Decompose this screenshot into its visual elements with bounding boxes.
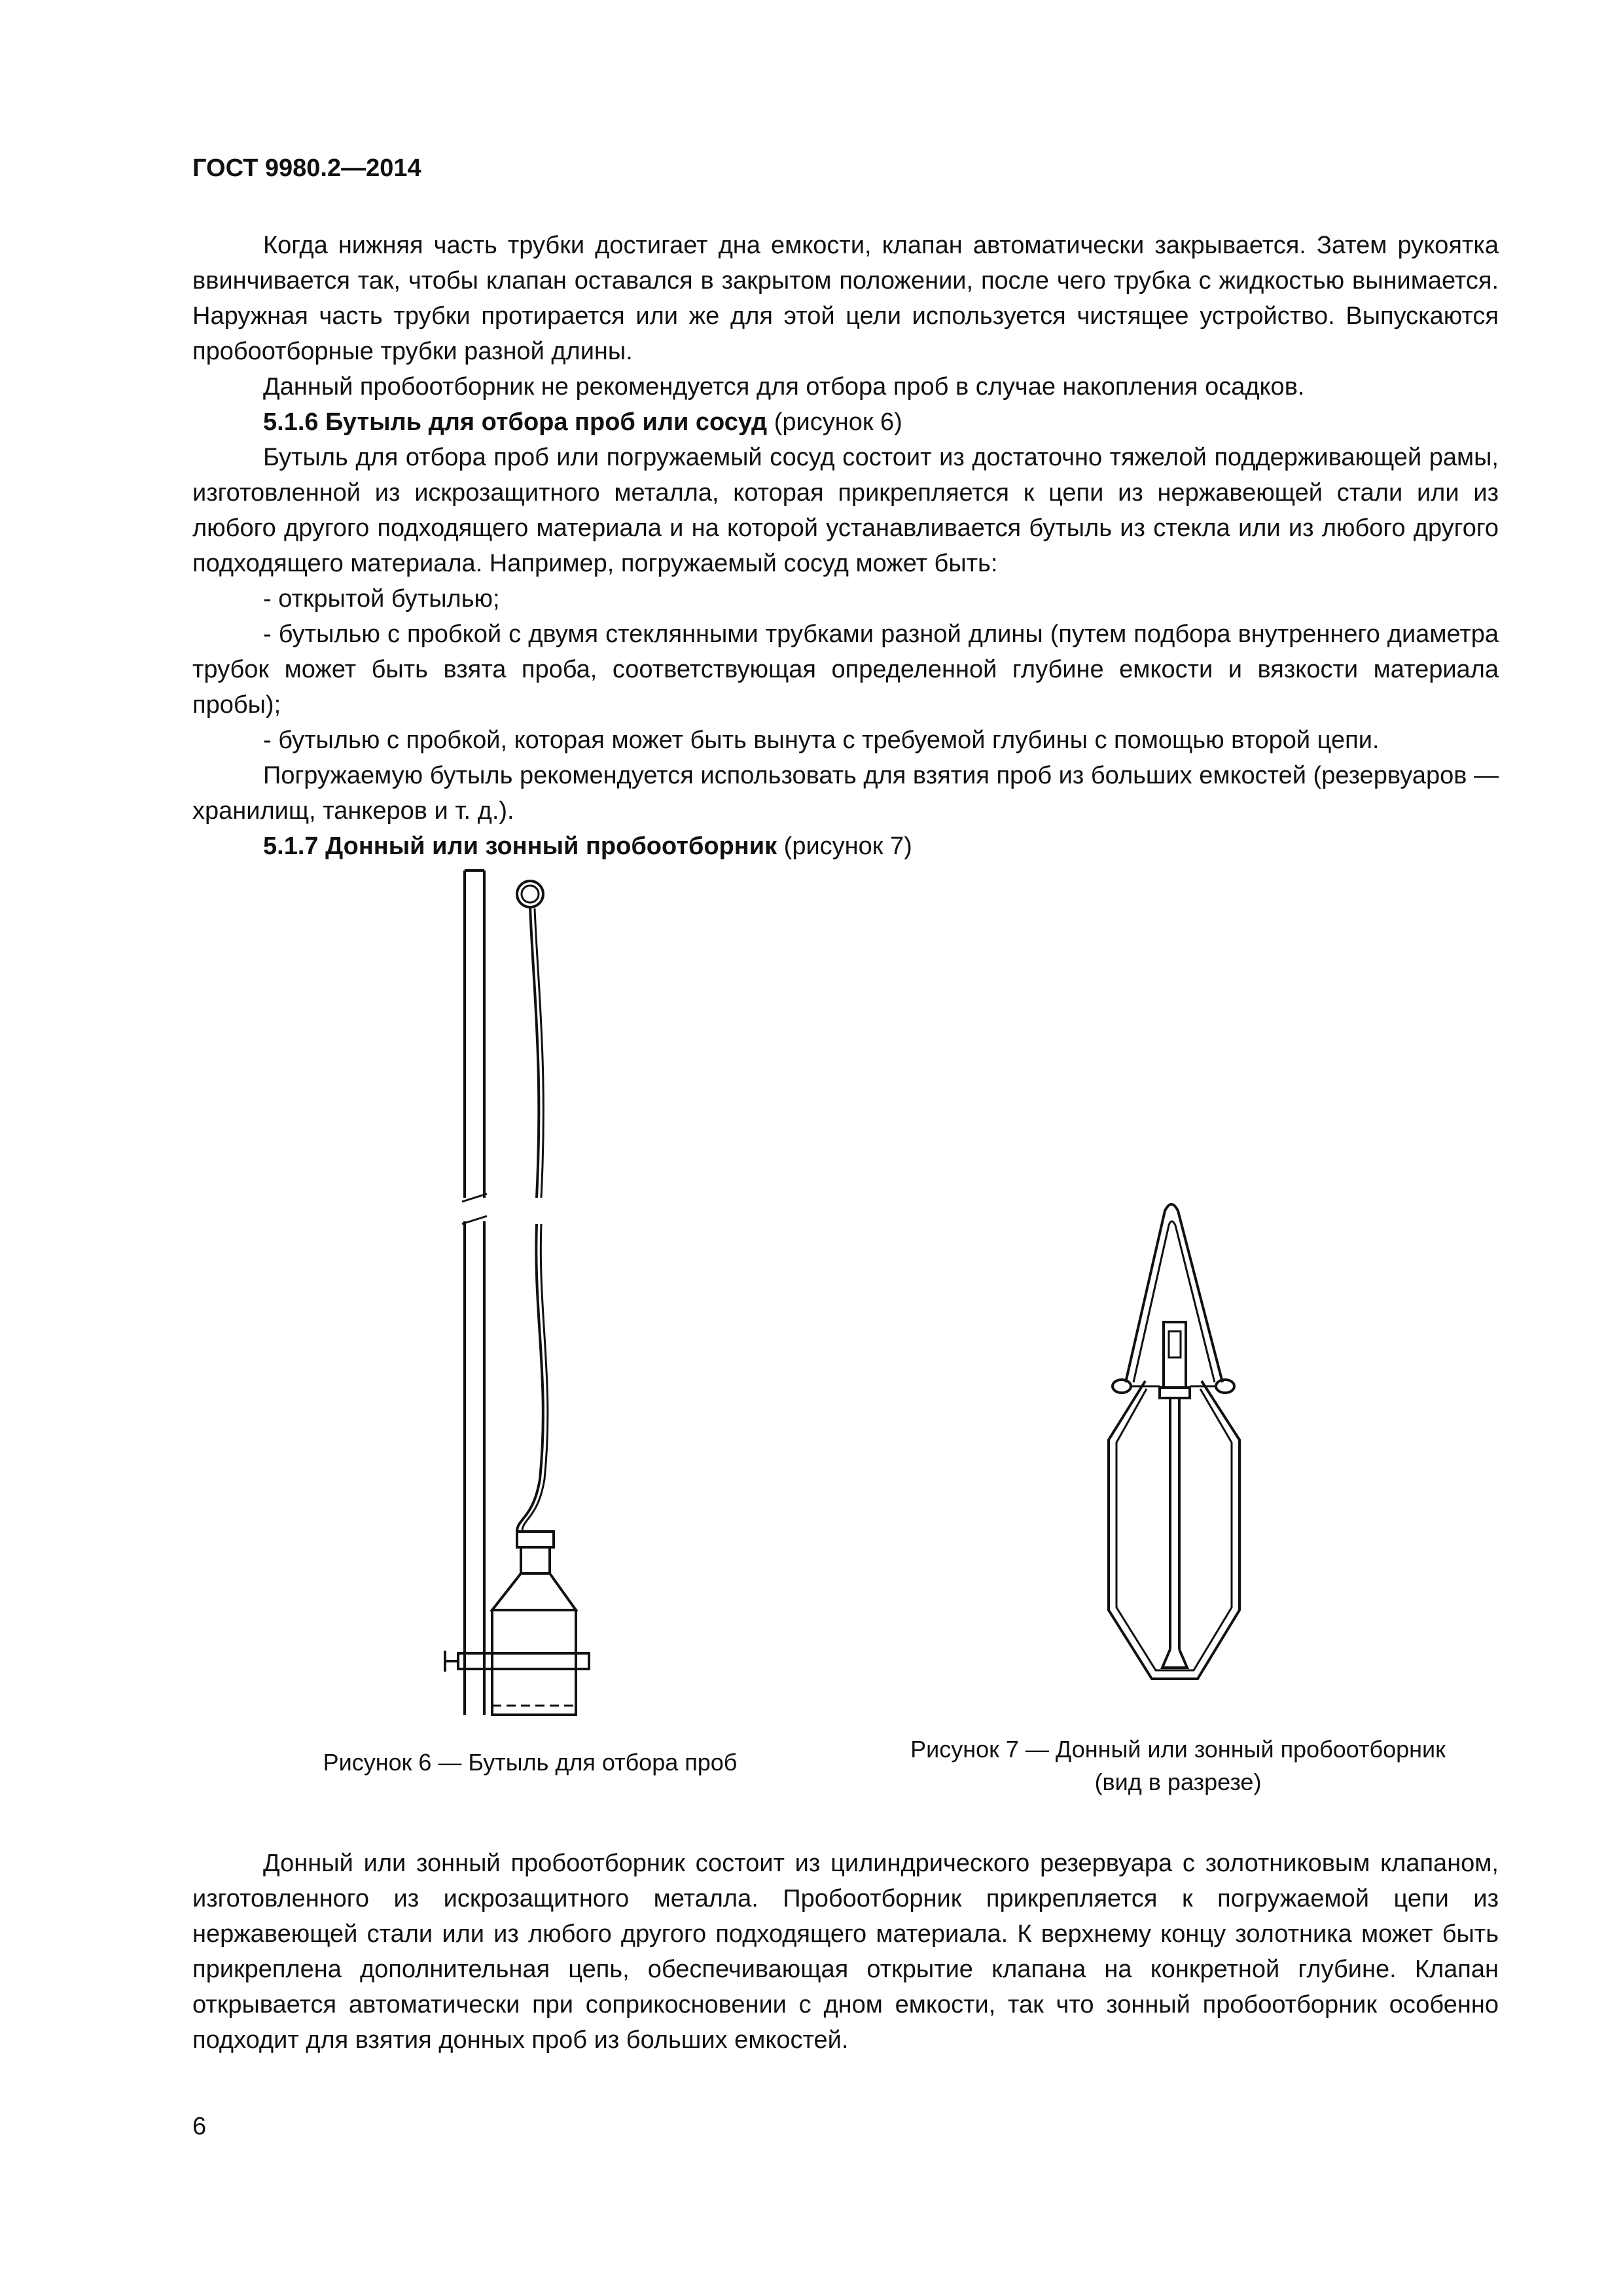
figure-reference: (рисунок 7) (777, 833, 912, 860)
paragraph: Донный или зонный пробоотборник состоит из цилиндрического резервуара с золотниковым клапаном, изготовленного из искрозащитного металла. Пробоотборник прикрепляется к погружаемой цепи из нержавеющей стали или из любого другого подходящего материала. К верхнему концу золотника может быть прикреплена дополнительная цепь, обеспечивающая открытие клапана на конкретной глубине. Клапан открывается автоматически при соприкосновении с дном емкости, так что зонный пробоотборник особенно подходит для взятия донных проб из больших емкостей. (192, 1850, 1499, 2054)
figure-reference: (рисунок 6) (767, 408, 902, 436)
paragraph: Бутыль для отбора проб или погружаемый сосуд состоит из достаточно тяжелой поддерживающей рамы, изготовленной из искрозащитного металла, которая прикрепляется к цепи из нержавеющей стали или из любого другого подходящего материала и на которой устанавливается бутыль из стекла или из любого другого подходящего материала. Например, погружаемый сосуд может быть: (192, 444, 1499, 577)
body-text-top (192, 228, 1499, 864)
list-item: - бутылью с пробкой, которая может быть вынута с требуемой глубины с помощью второй цепи. (263, 726, 1380, 754)
caption-line: Рисунок 7 — Донный или зонный пробоотборник (910, 1736, 1446, 1763)
section-title: 5.1.7 Донный или зонный пробоотборник (263, 833, 777, 860)
figure-6-sampling-bottle (419, 857, 628, 1728)
body-text-bottom (192, 1846, 1499, 2058)
figure-7-zone-sampler (1073, 1191, 1270, 1728)
figure-7-caption (844, 1733, 1512, 1799)
section-heading-5-1-7 (192, 829, 1499, 864)
list-item: - открытой бутылью; (263, 585, 500, 613)
document-code: ГОСТ 9980.2—2014 (192, 154, 421, 182)
paragraph: Погружаемую бутыль рекомендуется использовать для взятия проб из больших емкостей (резервуаров — хранилищ, танкеров и т. д.). (192, 762, 1499, 825)
section-heading-5-1-6 (192, 404, 1499, 440)
section-title: 5.1.6 Бутыль для отбора проб или сосуд (263, 408, 768, 436)
list-item: - бутылью с пробкой с двумя стеклянными трубками разной длины (путем подбора внутреннего диаметра трубок может быть взята проба, соответствующая определенной глубине емкости и вязкости материала пробы); (192, 620, 1499, 719)
figure-6-caption: Рисунок 6 — Бутыль для отбора проб (323, 1749, 738, 1776)
paragraph: Когда нижняя часть трубки достигает дна емкости, клапан автоматически закрывается. Затем рукоятка ввинчивается так, чтобы клапан оставался в закрытом положении, после чего трубка с жидкостью вынимается. Наружная часть трубки протирается или же для этой цели используется чистящее устройство. Выпускаются пробоотборные трубки разной длины. (192, 232, 1499, 365)
paragraph: Данный пробоотборник не рекомендуется для отбора проб в случае накопления осадков. (263, 373, 1305, 401)
caption-line: (вид в разрезе) (1094, 1768, 1262, 1795)
page-number: 6 (192, 2113, 207, 2140)
